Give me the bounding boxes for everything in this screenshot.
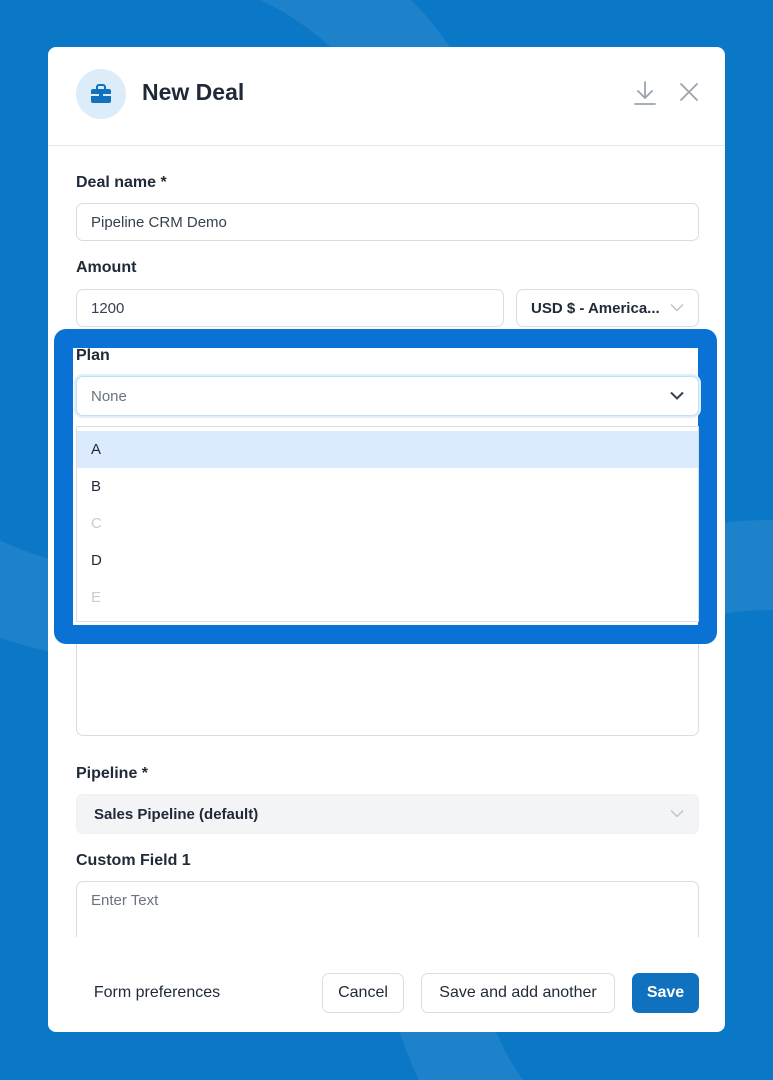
briefcase-icon <box>76 69 126 119</box>
custom-field-1-input[interactable]: Enter Text <box>76 881 699 937</box>
deal-name-label: Deal name * <box>76 174 167 191</box>
chevron-down-icon <box>670 300 684 317</box>
save-and-add-another-button[interactable]: Save and add another <box>421 973 615 1013</box>
pipeline-select[interactable] <box>76 794 699 834</box>
plan-options-list <box>76 426 699 622</box>
chevron-down-icon <box>670 806 684 823</box>
deal-name-input[interactable]: Pipeline CRM Demo <box>76 203 699 241</box>
modal-header <box>48 47 725 146</box>
plan-select[interactable] <box>76 376 699 416</box>
plan-selected-value: None <box>91 387 127 405</box>
currency-value: USD $ - America... <box>531 299 660 317</box>
close-icon[interactable] <box>678 81 700 108</box>
amount-label: Amount <box>76 259 137 276</box>
plan-option-c: C <box>91 515 102 532</box>
custom-field-1-label: Custom Field 1 <box>76 852 191 869</box>
modal-title: New Deal <box>142 79 245 105</box>
summary-textarea[interactable] <box>76 636 699 736</box>
plan-option-b[interactable]: B <box>91 478 102 495</box>
pipeline-label: Pipeline * <box>76 765 149 782</box>
download-icon[interactable] <box>633 80 657 111</box>
chevron-down-icon <box>670 388 684 405</box>
amount-input[interactable]: 1200 <box>76 289 504 327</box>
plan-option-a[interactable]: A <box>77 431 698 468</box>
form-preferences-button[interactable]: Form preferences <box>93 984 221 1001</box>
cancel-button[interactable]: Cancel <box>322 973 404 1013</box>
currency-select[interactable] <box>516 289 699 327</box>
plan-label: Plan <box>76 347 110 364</box>
plan-option-d[interactable]: D <box>91 552 102 569</box>
save-button[interactable]: Save <box>632 973 699 1013</box>
pipeline-value: Sales Pipeline (default) <box>94 805 259 823</box>
plan-option-e: E <box>91 589 102 606</box>
